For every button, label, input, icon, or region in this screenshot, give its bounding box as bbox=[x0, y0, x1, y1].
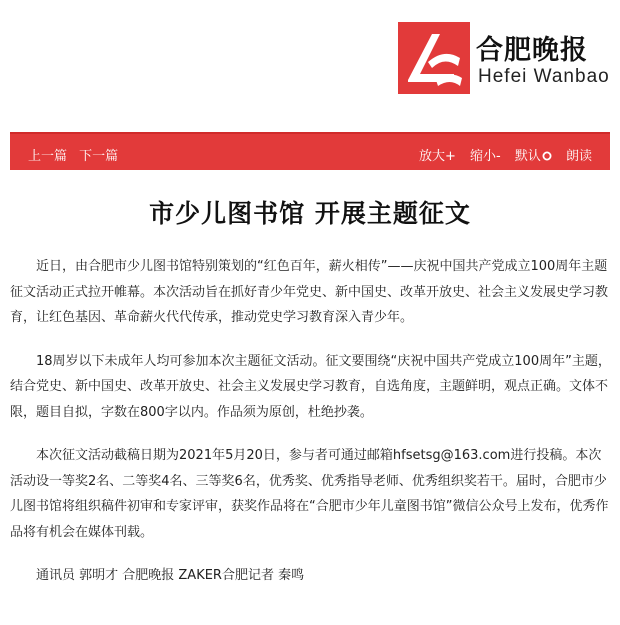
page-header bbox=[0, 0, 620, 118]
logo-emblem-icon bbox=[398, 22, 470, 94]
article-body bbox=[10, 254, 614, 589]
zoom-out-button[interactable]: 缩小- bbox=[469, 149, 501, 164]
newspaper-logo bbox=[398, 22, 613, 94]
zoom-in-button[interactable]: 放大+ bbox=[418, 149, 456, 164]
logo-english-name: Hefei Wanbao bbox=[478, 66, 610, 87]
toolbar-nav bbox=[28, 145, 126, 164]
article-byline: 通讯员 郭明才 合肥晚报 ZAKER合肥记者 秦鸣 bbox=[36, 568, 305, 583]
default-size-label: 默认 bbox=[514, 149, 541, 164]
article-toolbar bbox=[10, 132, 610, 170]
read-aloud-button[interactable]: 朗读 bbox=[565, 149, 592, 164]
logo-chinese-name: 合肥晚报 bbox=[476, 35, 588, 66]
article-paragraph: 近日，由合肥市少儿图书馆特别策划的“红色百年，薪火相传”——庆祝中国共产党成立100周年主题征文活动正式拉开帷幕。本次活动旨在抓好青少年党史、新中国史、改革开放史、社会主义发展史学习教育，让红色基因、革命薪火代代传承，推动党史学习教育深入青少年。 bbox=[10, 259, 609, 325]
next-article-link[interactable]: 下一篇 bbox=[79, 149, 119, 164]
article-paragraph: 本次征文活动截稿日期为2021年5月20日，参与者可通过邮箱hfsetsg@163.com进行投稿。本次活动设一等奖2名、二等奖4名、三等奖6名，优秀奖、优秀指导老师、优秀组织奖若干。届时，合肥市少儿图书馆将组织稿件初审和专家评审，获奖作品将在“合肥市少年儿童图书馆”微信公众号上发布，优秀作品将有机会在媒体刊载。 bbox=[10, 448, 609, 540]
default-size-button[interactable] bbox=[515, 149, 552, 164]
circle-icon bbox=[542, 151, 552, 161]
article-title: 市少儿图书馆 开展主题征文 bbox=[149, 199, 471, 228]
article-paragraph: 18周岁以下未成年人均可参加本次主题征文活动。征文要围绕“庆祝中国共产党成立100周年”主题，结合党史、新中国史、改革开放史、社会主义发展史学习教育，自选角度，主题鲜明，观点正确。文体不限，题目自拟，字数在800字以内。作品须为原创，杜绝抄袭。 bbox=[10, 353, 611, 420]
prev-article-link[interactable]: 上一篇 bbox=[28, 149, 68, 164]
toolbar-tools bbox=[409, 145, 592, 164]
